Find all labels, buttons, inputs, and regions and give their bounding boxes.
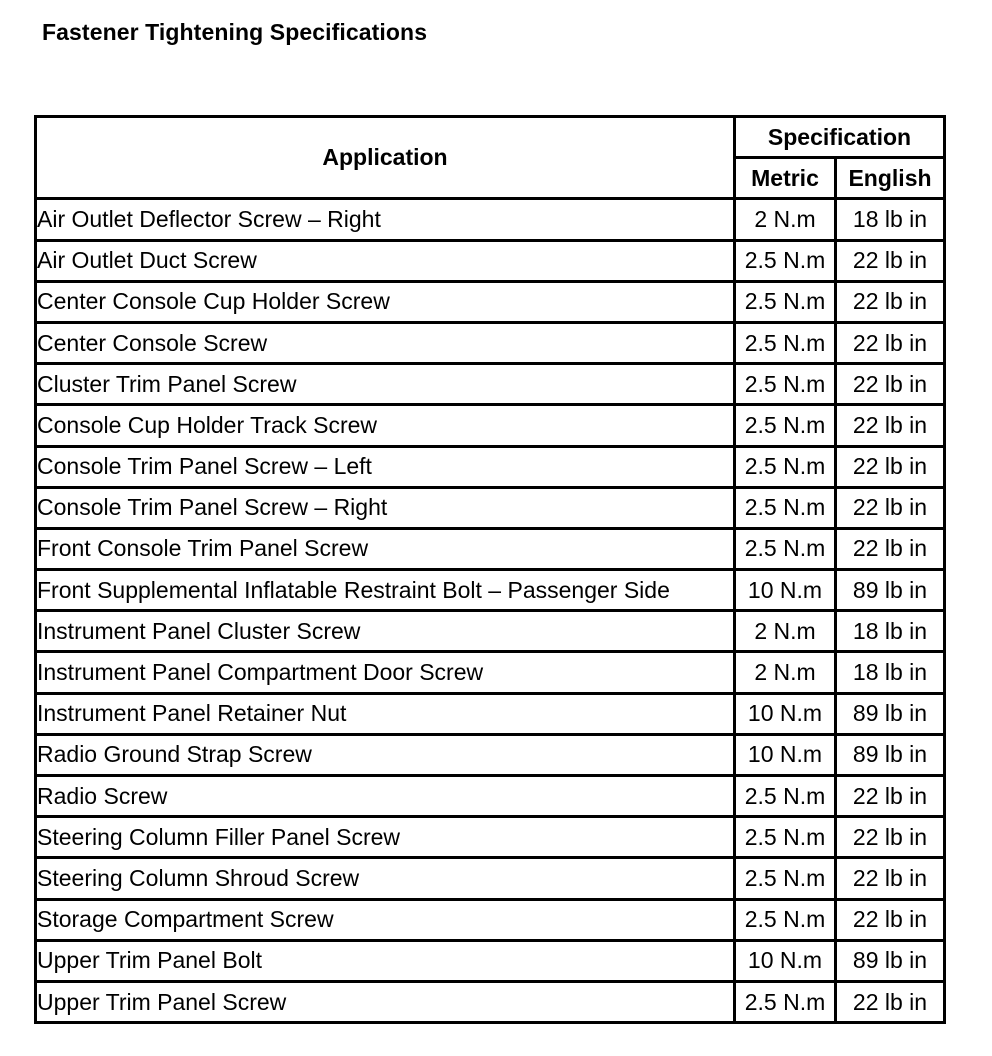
metric-cell: 2.5 N.m: [736, 283, 837, 324]
english-cell: 22 lb in: [837, 859, 943, 900]
metric-cell: 2.5 N.m: [736, 406, 837, 447]
metric-cell: 2.5 N.m: [736, 901, 837, 942]
application-cell: Center Console Cup Holder Screw: [37, 283, 736, 324]
application-cell: Front Console Trim Panel Screw: [37, 530, 736, 571]
table-row: [37, 777, 943, 818]
fastener-spec-table: [34, 115, 946, 1024]
metric-cell: 2.5 N.m: [736, 324, 837, 365]
metric-cell: 10 N.m: [736, 736, 837, 777]
metric-cell: 2 N.m: [736, 612, 837, 653]
application-cell: Storage Compartment Screw: [37, 901, 736, 942]
english-column-header: English: [837, 159, 943, 200]
metric-cell: 2.5 N.m: [736, 448, 837, 489]
application-cell: Console Trim Panel Screw – Right: [37, 489, 736, 530]
table-row: [37, 736, 943, 777]
table-row: [37, 653, 943, 694]
table-row: [37, 324, 943, 365]
metric-cell: 2.5 N.m: [736, 489, 837, 530]
english-cell: 22 lb in: [837, 283, 943, 324]
metric-column-header: Metric: [736, 159, 837, 200]
application-column-header: Application: [37, 118, 736, 200]
metric-cell: 2 N.m: [736, 200, 837, 241]
english-cell: 22 lb in: [837, 406, 943, 447]
application-cell: Radio Screw: [37, 777, 736, 818]
application-cell: Air Outlet Duct Screw: [37, 242, 736, 283]
english-cell: 18 lb in: [837, 612, 943, 653]
metric-cell: 2.5 N.m: [736, 818, 837, 859]
table-row: [37, 859, 943, 900]
table-row: [37, 448, 943, 489]
english-cell: 22 lb in: [837, 448, 943, 489]
english-cell: 22 lb in: [837, 242, 943, 283]
application-cell: Instrument Panel Retainer Nut: [37, 695, 736, 736]
english-cell: 22 lb in: [837, 901, 943, 942]
metric-cell: 2 N.m: [736, 653, 837, 694]
application-cell: Console Trim Panel Screw – Left: [37, 448, 736, 489]
metric-cell: 2.5 N.m: [736, 859, 837, 900]
metric-cell: 10 N.m: [736, 695, 837, 736]
table-row: [37, 530, 943, 571]
metric-cell: 2.5 N.m: [736, 983, 837, 1021]
application-cell: Upper Trim Panel Screw: [37, 983, 736, 1021]
english-cell: 89 lb in: [837, 736, 943, 777]
table-row: [37, 571, 943, 612]
table-row: [37, 983, 943, 1021]
page-title: Fastener Tightening Specifications: [42, 19, 428, 45]
metric-cell: 10 N.m: [736, 942, 837, 983]
english-cell: 22 lb in: [837, 818, 943, 859]
specification-column-header: Specification: [736, 118, 943, 159]
application-cell: Upper Trim Panel Bolt: [37, 942, 736, 983]
table-row: [37, 242, 943, 283]
application-cell: Air Outlet Deflector Screw – Right: [37, 200, 736, 241]
english-cell: 89 lb in: [837, 942, 943, 983]
application-cell: Steering Column Shroud Screw: [37, 859, 736, 900]
application-cell: Instrument Panel Compartment Door Screw: [37, 653, 736, 694]
english-cell: 22 lb in: [837, 777, 943, 818]
english-cell: 22 lb in: [837, 365, 943, 406]
english-cell: 22 lb in: [837, 489, 943, 530]
table-row: [37, 283, 943, 324]
table-row: [37, 365, 943, 406]
metric-cell: 2.5 N.m: [736, 530, 837, 571]
english-cell: 22 lb in: [837, 324, 943, 365]
application-cell: Console Cup Holder Track Screw: [37, 406, 736, 447]
application-cell: Radio Ground Strap Screw: [37, 736, 736, 777]
table-row: [37, 489, 943, 530]
english-cell: 18 lb in: [837, 653, 943, 694]
english-cell: 89 lb in: [837, 695, 943, 736]
table-row: [37, 612, 943, 653]
table-row: [37, 200, 943, 241]
metric-cell: 2.5 N.m: [736, 365, 837, 406]
metric-cell: 2.5 N.m: [736, 242, 837, 283]
application-cell: Cluster Trim Panel Screw: [37, 365, 736, 406]
table-row: [37, 818, 943, 859]
application-cell: Steering Column Filler Panel Screw: [37, 818, 736, 859]
header-row-top: [37, 118, 943, 159]
table-row: [37, 406, 943, 447]
metric-cell: 2.5 N.m: [736, 777, 837, 818]
application-cell: Front Supplemental Inflatable Restraint Bolt – Passenger Side: [37, 571, 736, 612]
application-cell: Center Console Screw: [37, 324, 736, 365]
table-row: [37, 942, 943, 983]
english-cell: 22 lb in: [852, 988, 928, 1015]
application-cell: Instrument Panel Cluster Screw: [37, 612, 736, 653]
table-row: [37, 695, 943, 736]
english-cell: 89 lb in: [837, 571, 943, 612]
english-cell: 22 lb in: [837, 530, 943, 571]
metric-cell: 10 N.m: [736, 571, 837, 612]
table-row: [37, 901, 943, 942]
english-cell: 18 lb in: [837, 200, 943, 241]
